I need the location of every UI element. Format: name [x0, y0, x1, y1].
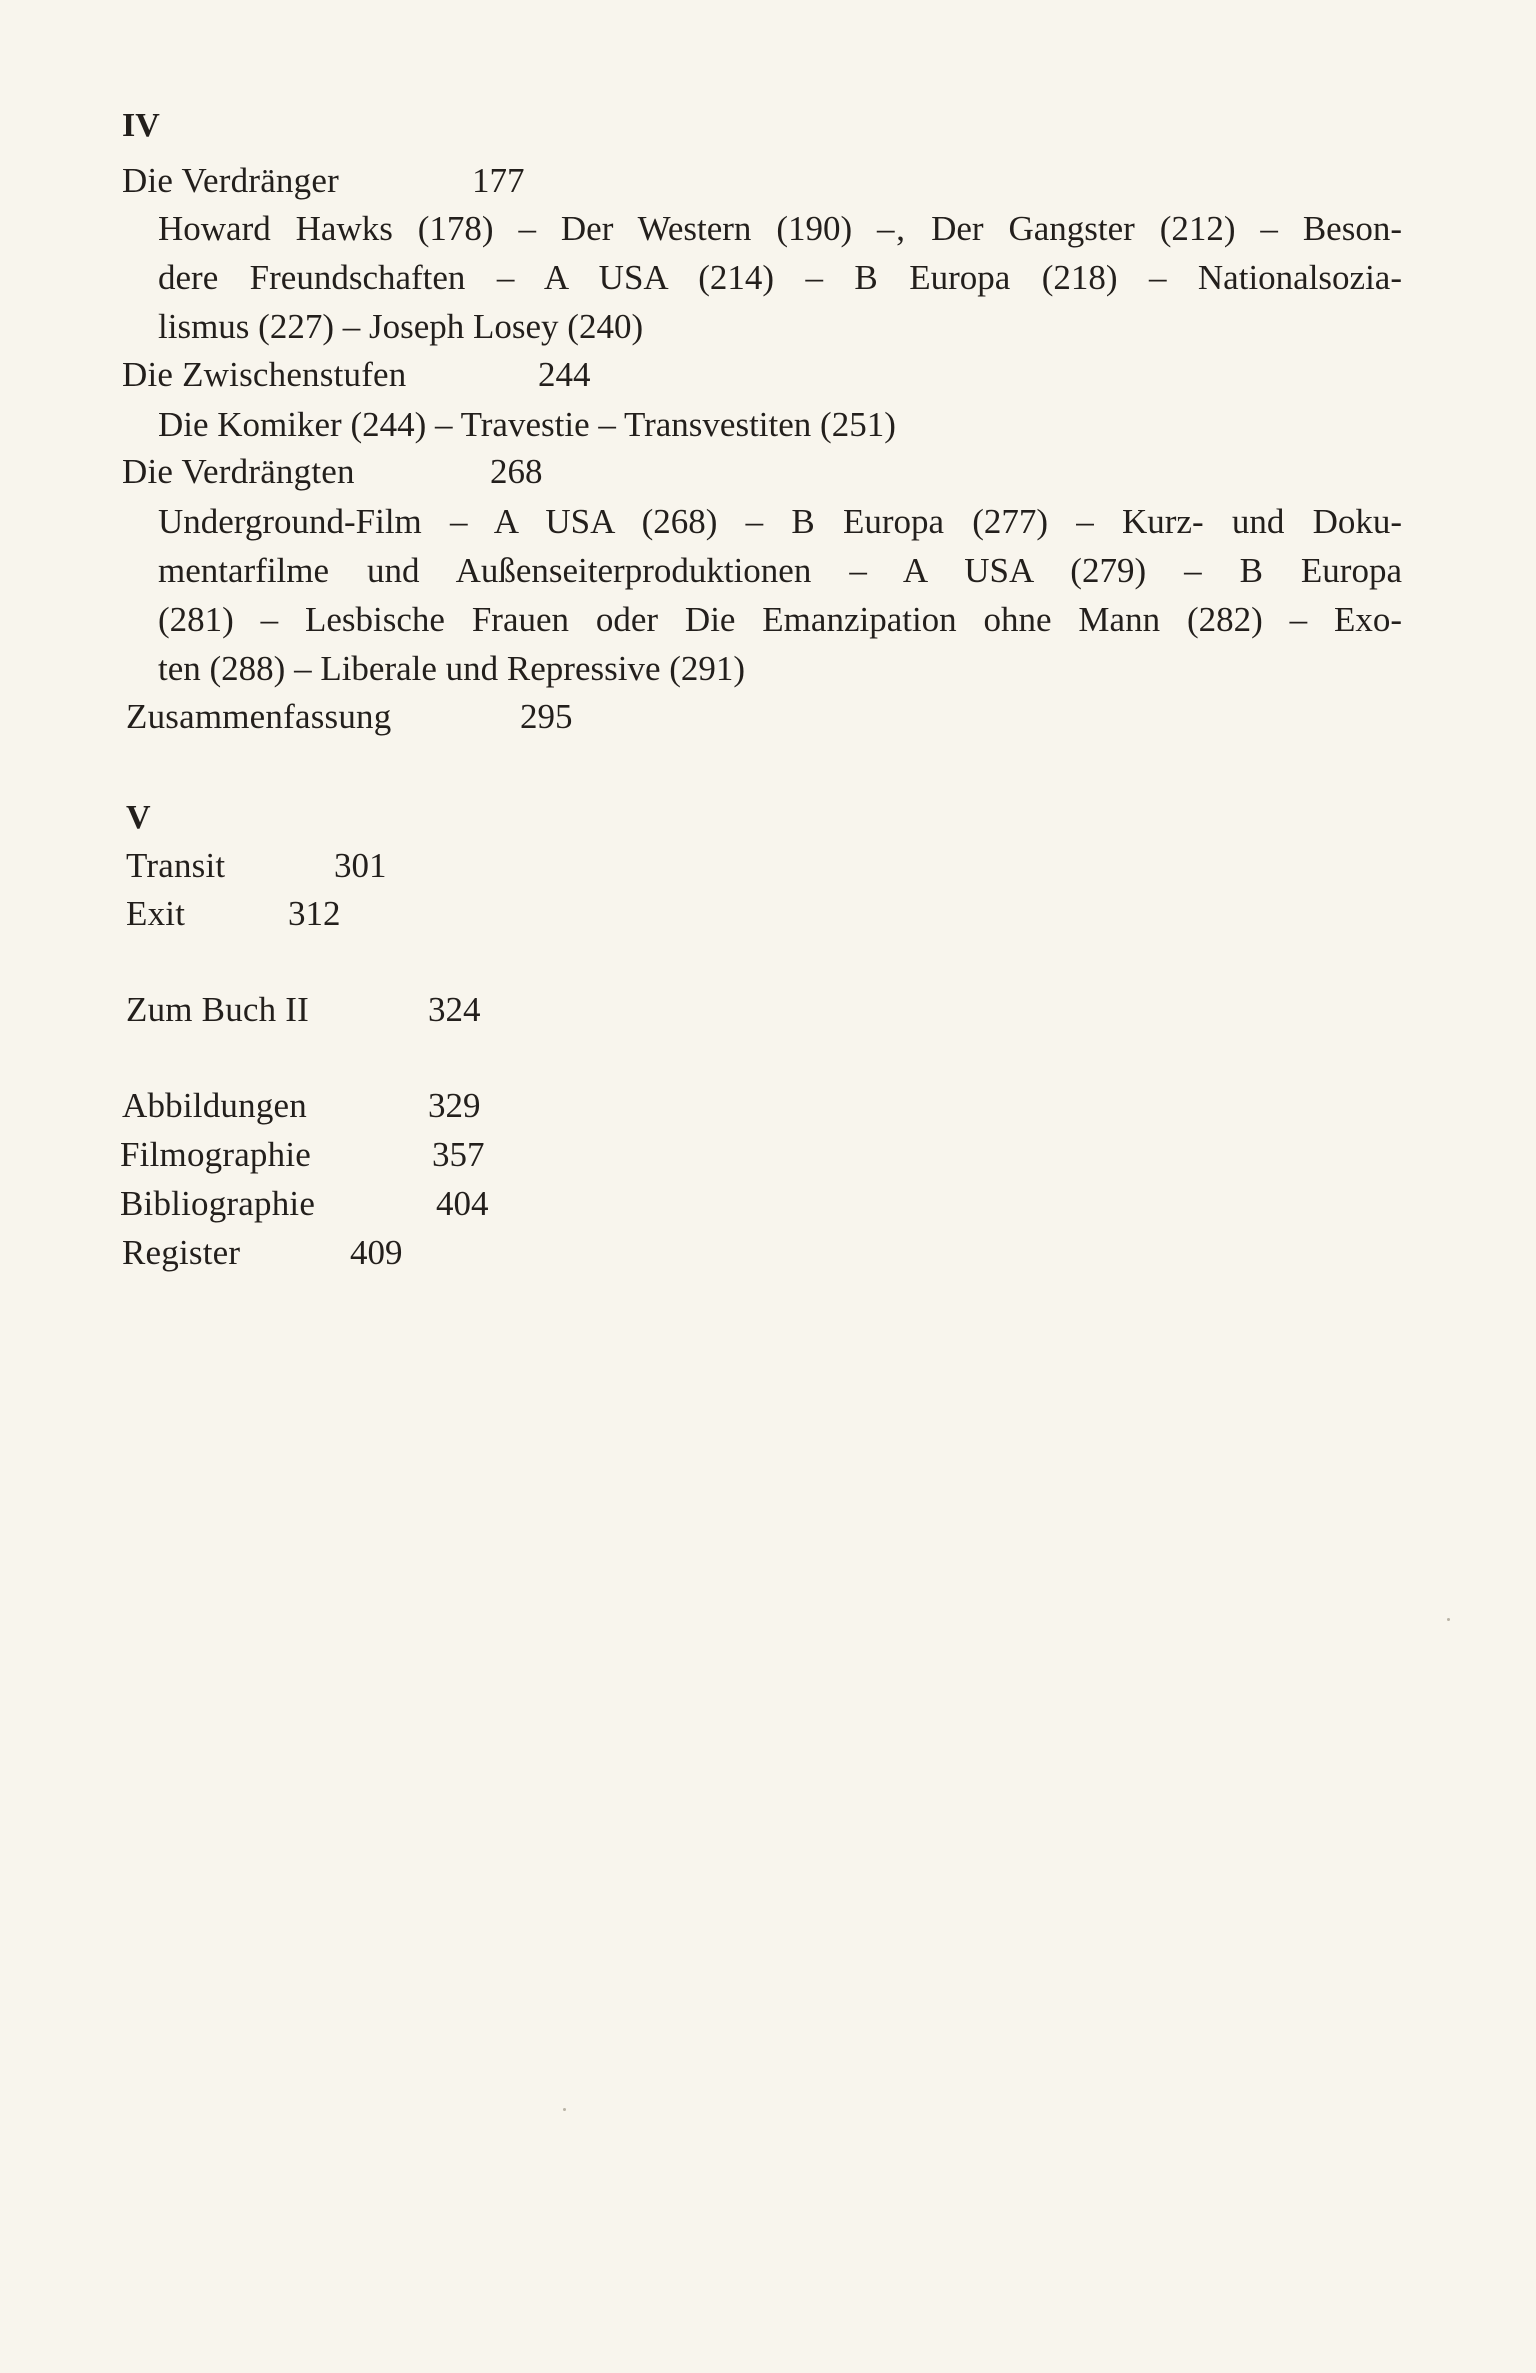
toc-subsection-line: mentarfilme und Außenseiterproduktionen – A USA (279) – B Europa [158, 551, 1402, 590]
toc-entry-page: 295 [520, 697, 573, 736]
toc-entry-title: Transit [126, 846, 226, 885]
toc-entry-title: Zum Buch II [126, 990, 309, 1029]
toc-entry-title: Filmographie [120, 1135, 311, 1174]
toc-entry-page: 177 [472, 161, 525, 200]
section-v-numeral: V [126, 799, 151, 836]
toc-entry-subsections [158, 497, 1402, 693]
toc-entry-title: Die Verdränger [122, 161, 339, 200]
paper-speck [563, 2108, 566, 2111]
toc-subsection-line: Underground-Film – A USA (268) – B Europa (277) – Kurz- und Doku- [158, 502, 1402, 541]
toc-entry-page: 409 [350, 1233, 403, 1272]
toc-subsection-line: Howard Hawks (178) – Der Western (190) –‚ Der Gangster (212) – Beson- [158, 209, 1402, 248]
toc-entry-title: Bibliographie [120, 1184, 316, 1223]
toc-entry-title: Exit [126, 894, 186, 933]
toc-subsection-line: dere Freundschaften – A USA (214) – B Europa (218) – Nationalsozia- [158, 258, 1402, 297]
toc-entry-page: 244 [538, 355, 591, 394]
toc-entry-page: 329 [428, 1086, 481, 1125]
toc-entry-page: 324 [428, 990, 481, 1029]
toc-entry-page: 301 [334, 846, 387, 885]
toc-entry-subsections [158, 204, 1402, 351]
toc-entry-title: Register [122, 1233, 241, 1272]
toc-entry-page: 404 [436, 1184, 489, 1223]
toc-entry-subsections [158, 400, 1402, 449]
toc-entry-title: Die Verdrängten [122, 452, 355, 491]
toc-subsection-line: Die Komiker (244) – Travestie – Transvestiten (251) [158, 405, 896, 444]
toc-entry-page: 312 [288, 894, 341, 933]
toc-entry-title: Die Zwischenstufen [122, 355, 407, 394]
paper-speck [1447, 1618, 1450, 1621]
toc-subsection-line: lismus (227) – Joseph Losey (240) [158, 307, 644, 346]
section-iv-numeral: IV [122, 107, 160, 144]
toc-subsection-line: (281) – Lesbische Frauen oder Die Emanzipation ohne Mann (282) – Exo- [158, 600, 1402, 639]
toc-entry-title: Zusammenfassung [126, 697, 392, 736]
toc-subsection-line: ten (288) – Liberale und Repressive (291) [158, 649, 746, 688]
toc-entry-title: Abbildungen [122, 1086, 307, 1125]
toc-entry-page: 357 [432, 1135, 485, 1174]
toc-entry-page: 268 [490, 452, 543, 491]
